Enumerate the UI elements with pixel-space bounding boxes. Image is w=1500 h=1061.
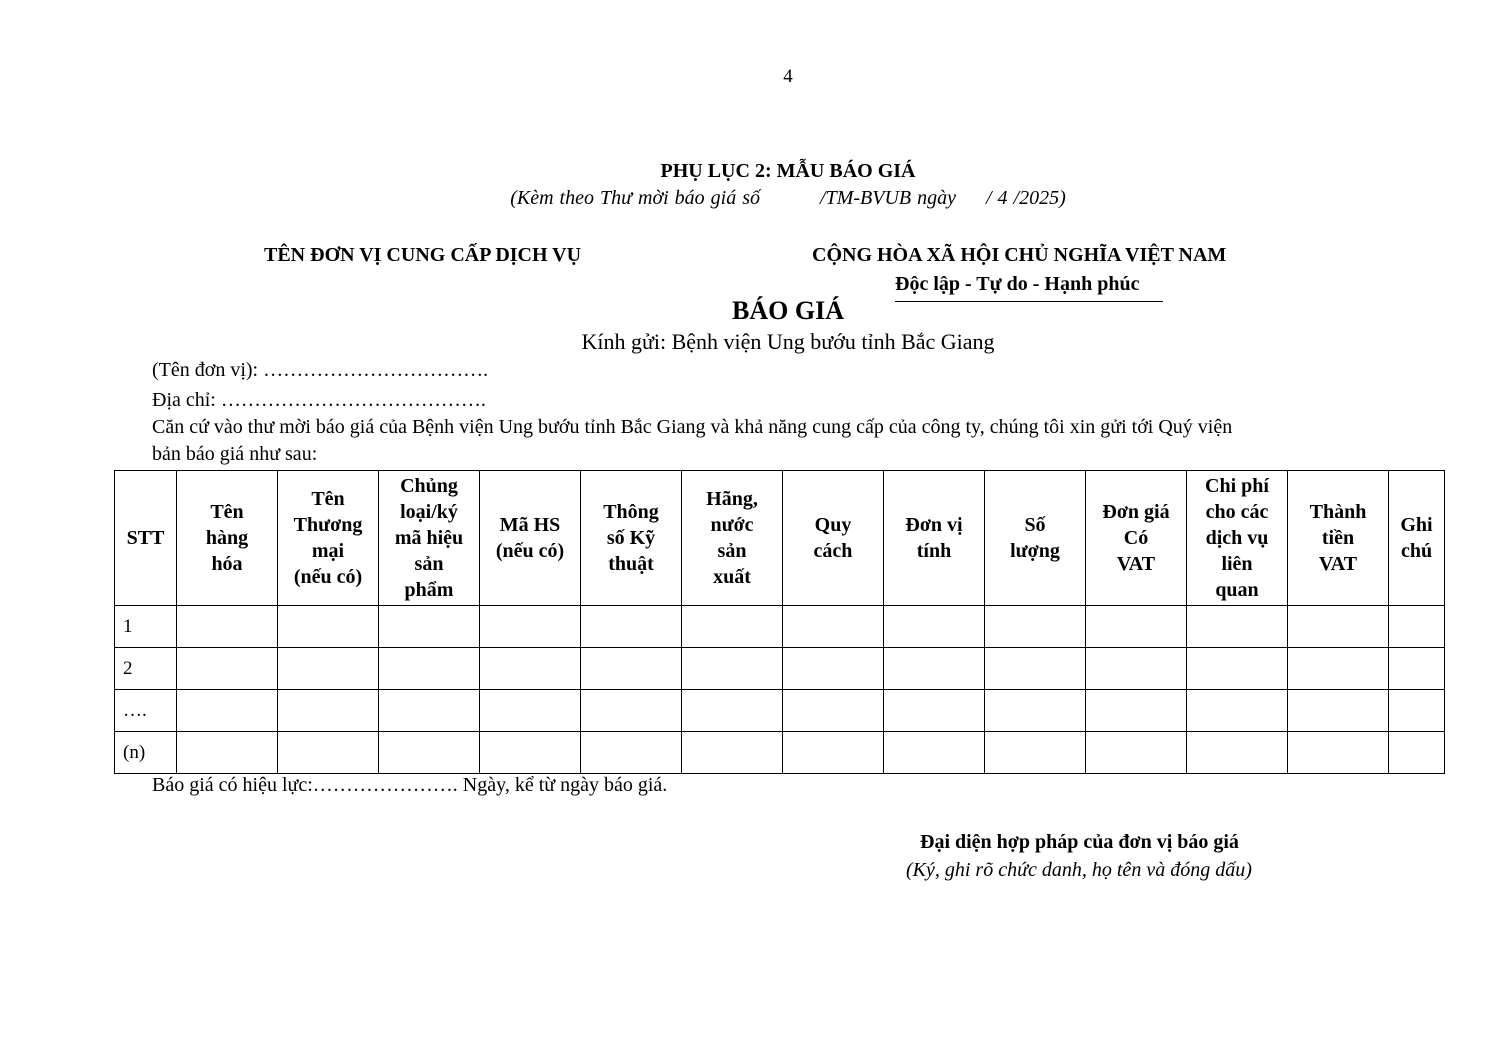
column-header-line: cho các [1205, 501, 1269, 523]
column-header-line: số Kỹ [606, 527, 656, 549]
appendix-title: PHỤ LỤC 2: MẪU BÁO GIÁ [660, 160, 916, 182]
column-header-line: Đơn vị [905, 514, 963, 536]
empty-cell [884, 732, 985, 774]
empty-cell [783, 606, 884, 648]
row-index-cell: …. [115, 690, 177, 732]
nation-header: CỘNG HÒA XÃ HỘI CHỦ NGHĨA VIỆT NAM [812, 244, 1227, 266]
empty-cell [379, 606, 480, 648]
recipient-line: Kính gửi: Bệnh viện Ung bướu tỉnh Bắc Giang [581, 329, 995, 354]
column-header-line: lượng [1010, 540, 1060, 562]
empty-cell [1389, 648, 1445, 690]
column-header-line: Có [1123, 527, 1149, 549]
column-header-line: Chủng [400, 475, 458, 497]
column-header-line: Đơn giá [1102, 501, 1170, 523]
row-index-cell: (n) [115, 732, 177, 774]
column-header-line: xuất [713, 566, 751, 588]
empty-cell [682, 732, 783, 774]
column-header-line: Thành [1309, 501, 1367, 523]
column-header-line: Thương [293, 514, 363, 536]
page-number: 4 [783, 66, 793, 87]
column-header-line: liên [1221, 553, 1253, 575]
column-header [1086, 471, 1187, 606]
column-header-line: STT [126, 527, 165, 549]
empty-cell [1187, 606, 1288, 648]
column-header-line: Chi phí [1205, 475, 1269, 497]
column-header-line: Quy [814, 514, 852, 536]
column-header-line: thuật [608, 553, 654, 575]
column-header-line: hàng [205, 527, 249, 549]
column-header-line: sản [717, 540, 747, 562]
column-header [379, 471, 480, 606]
column-header [1288, 471, 1389, 606]
unit-name-line: (Tên đơn vị): ……………………………. [152, 359, 489, 381]
column-header-line: hóa [211, 553, 243, 575]
empty-cell [1389, 732, 1445, 774]
intro-line-2: bản báo giá như sau: [152, 443, 318, 465]
empty-cell [1187, 648, 1288, 690]
quote-table [114, 470, 1445, 774]
column-header-line: quan [1215, 579, 1259, 601]
column-header [1389, 471, 1445, 606]
column-header [115, 471, 177, 606]
column-header [278, 471, 379, 606]
empty-cell [1288, 648, 1389, 690]
empty-cell [884, 606, 985, 648]
empty-cell [177, 606, 278, 648]
empty-cell [783, 732, 884, 774]
column-header [581, 471, 682, 606]
column-header-line: VAT [1116, 553, 1156, 575]
column-header-line: loại/ký [400, 501, 458, 523]
empty-cell [480, 690, 581, 732]
empty-cell [1086, 732, 1187, 774]
column-header [985, 471, 1086, 606]
column-header-line: Mã HS [499, 514, 561, 536]
empty-cell [480, 648, 581, 690]
column-header-line: Tên [210, 501, 244, 523]
representative-title: Đại diện hợp pháp của đơn vị báo giá [920, 831, 1239, 853]
column-header-line: tính [916, 540, 952, 562]
empty-cell [177, 732, 278, 774]
empty-cell [177, 648, 278, 690]
column-header-line: (nếu có) [293, 566, 363, 588]
empty-cell [278, 648, 379, 690]
empty-cell [1086, 690, 1187, 732]
column-header-line: (nếu có) [495, 540, 565, 562]
empty-cell [379, 690, 480, 732]
row-index-cell: 1 [115, 606, 177, 648]
empty-cell [985, 648, 1086, 690]
empty-cell [581, 732, 682, 774]
motto: Độc lập - Tự do - Hạnh phúc [895, 273, 1140, 295]
column-header-line: cách [813, 540, 853, 562]
table-row [115, 690, 1445, 732]
column-header [783, 471, 884, 606]
column-header-line: mại [311, 540, 345, 562]
unit-header: TÊN ĐƠN VỊ CUNG CẤP DỊCH VỤ [264, 244, 582, 266]
column-header [884, 471, 985, 606]
intro-line-1: Căn cứ vào thư mời báo giá của Bệnh viện Ung bướu tỉnh Bắc Giang và khả năng cung cấp của công ty, chúng tôi xin gửi tới Quý viện [152, 416, 1233, 438]
column-header [177, 471, 278, 606]
empty-cell [177, 690, 278, 732]
empty-cell [682, 690, 783, 732]
table-body [115, 606, 1445, 774]
column-header-line: Tên [311, 488, 345, 510]
column-header-line: Thông [603, 501, 659, 523]
empty-cell [1086, 648, 1187, 690]
empty-cell [884, 690, 985, 732]
table-row [115, 732, 1445, 774]
empty-cell [985, 690, 1086, 732]
column-header-line: Ghi [1400, 514, 1433, 536]
empty-cell [985, 606, 1086, 648]
column-header-line: nước [710, 514, 754, 536]
empty-cell [884, 648, 985, 690]
empty-cell [581, 606, 682, 648]
empty-cell [278, 690, 379, 732]
empty-cell [379, 732, 480, 774]
column-header-line: mã hiệu [394, 527, 464, 549]
empty-cell [1187, 732, 1288, 774]
column-header-line: VAT [1318, 553, 1358, 575]
subtitle: (Kèm theo Thư mời báo giá số /TM-BVUB ngày / 4 /2025) [510, 187, 1066, 209]
empty-cell [1389, 606, 1445, 648]
empty-cell [783, 690, 884, 732]
empty-cell [278, 606, 379, 648]
table-header-row [115, 471, 1445, 606]
empty-cell [1288, 606, 1389, 648]
column-header [1187, 471, 1288, 606]
validity-line: Báo giá có hiệu lực:…………………. Ngày, kể từ ngày báo giá. [152, 774, 668, 796]
empty-cell [581, 648, 682, 690]
empty-cell [985, 732, 1086, 774]
table-row [115, 648, 1445, 690]
empty-cell [682, 606, 783, 648]
empty-cell [1288, 732, 1389, 774]
empty-cell [480, 732, 581, 774]
empty-cell [1389, 690, 1445, 732]
empty-cell [682, 648, 783, 690]
row-index-cell: 2 [115, 648, 177, 690]
column-header-line: Số [1024, 514, 1046, 536]
column-header [682, 471, 783, 606]
column-header-line: phẩm [404, 579, 454, 601]
empty-cell [480, 606, 581, 648]
empty-cell [783, 648, 884, 690]
document-title: BÁO GIÁ [732, 296, 844, 325]
signature-note: (Ký, ghi rõ chức danh, họ tên và đóng dấu) [906, 859, 1252, 881]
column-header-line: Hãng, [706, 488, 758, 510]
empty-cell [581, 690, 682, 732]
column-header [480, 471, 581, 606]
column-header-line: dịch vụ [1205, 527, 1269, 549]
table-row [115, 606, 1445, 648]
column-header-line: tiền [1321, 527, 1355, 549]
empty-cell [1187, 690, 1288, 732]
empty-cell [278, 732, 379, 774]
column-header-line: sản [414, 553, 444, 575]
address-line: Địa chỉ: …………………………………. [152, 389, 486, 411]
empty-cell [1288, 690, 1389, 732]
empty-cell [379, 648, 480, 690]
column-header-line: chú [1400, 540, 1433, 562]
empty-cell [1086, 606, 1187, 648]
